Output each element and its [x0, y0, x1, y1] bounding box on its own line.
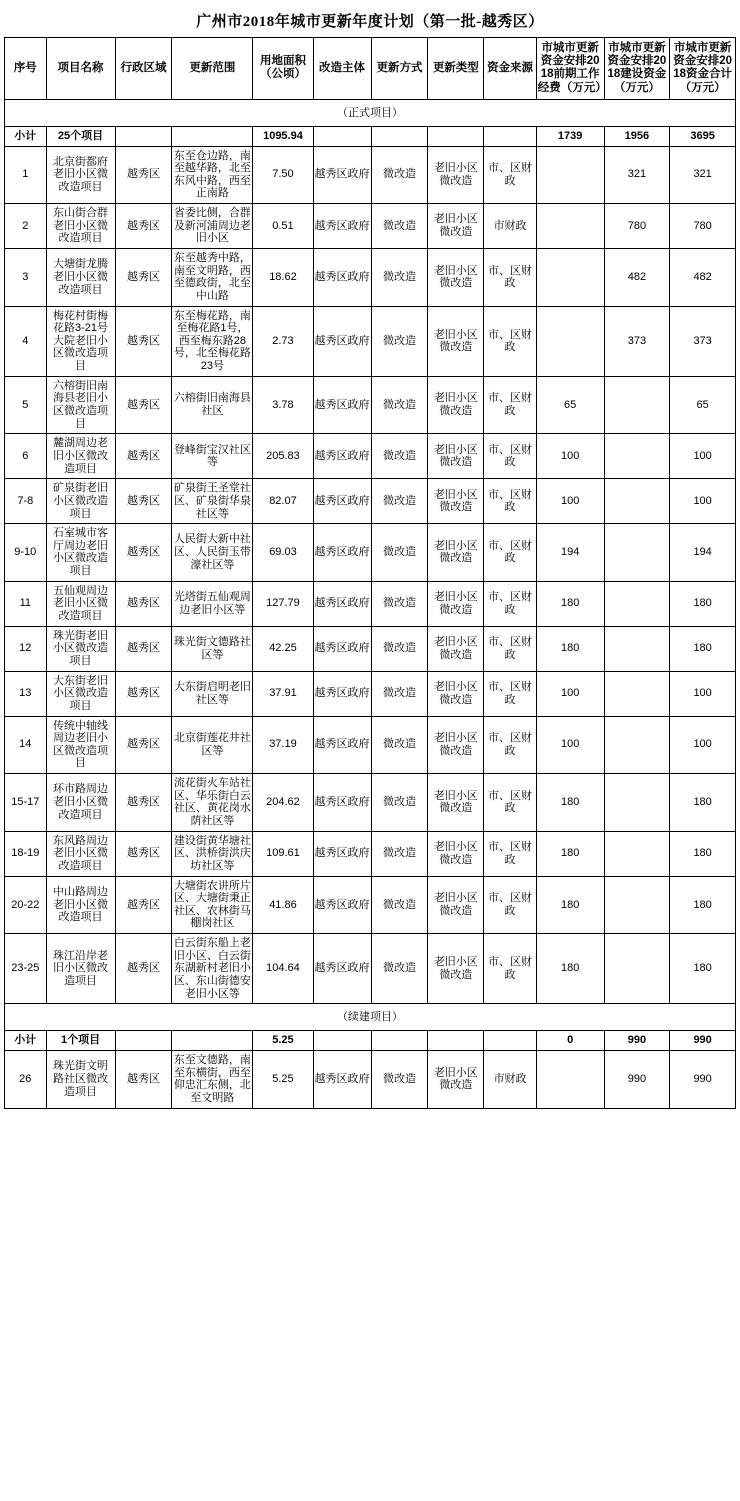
cell-index: 2 — [5, 204, 47, 249]
cell-land-area: 5.25 — [253, 1050, 313, 1108]
cell-total-funds: 990 — [670, 1050, 736, 1108]
cell-scope: 登峰街宝汉社区等 — [172, 434, 253, 479]
table-row — [5, 876, 736, 934]
cell-index: 6 — [5, 434, 47, 479]
subtotal-subject — [313, 1031, 371, 1051]
cell-subject: 越秀区政府 — [313, 249, 371, 307]
table-header-row — [5, 38, 736, 100]
cell-preliminary-funds — [536, 1050, 604, 1108]
table-row — [5, 716, 736, 774]
table-row — [5, 249, 736, 307]
cell-funding-source: 市、区财政 — [484, 479, 537, 524]
table-row — [5, 434, 736, 479]
cell-preliminary-funds — [536, 306, 604, 376]
cell-land-area: 7.50 — [253, 146, 313, 204]
cell-index: 9-10 — [5, 524, 47, 582]
cell-method: 微改造 — [371, 876, 428, 934]
cell-index: 12 — [5, 626, 47, 671]
cell-district: 越秀区 — [115, 1050, 172, 1108]
cell-index: 4 — [5, 306, 47, 376]
cell-land-area: 0.51 — [253, 204, 313, 249]
cell-preliminary-funds: 180 — [536, 934, 604, 1004]
cell-construction-funds — [604, 671, 670, 716]
cell-scope: 东至仓边路，南至越华路，北至东风中路，西至正南路 — [172, 146, 253, 204]
cell-total-funds: 100 — [670, 716, 736, 774]
cell-construction-funds — [604, 376, 670, 434]
cell-project-name: 传统中轴线周边老旧小区微改造项目 — [46, 716, 115, 774]
subtotal-scope — [172, 126, 253, 146]
cell-funding-source: 市、区财政 — [484, 774, 537, 832]
subtotal-project-name: 1个项目 — [46, 1031, 115, 1051]
column-header-construction-funds: 市城市更新资金安排2018建设资金（万元） — [604, 38, 670, 100]
cell-district: 越秀区 — [115, 249, 172, 307]
cell-project-name: 石室城市客厅周边老旧小区微改造项目 — [46, 524, 115, 582]
cell-subject: 越秀区政府 — [313, 524, 371, 582]
cell-type: 老旧小区微改造 — [428, 831, 484, 876]
cell-district: 越秀区 — [115, 716, 172, 774]
section-heading-row — [5, 1004, 736, 1031]
cell-subject: 越秀区政府 — [313, 626, 371, 671]
cell-index: 20-22 — [5, 876, 47, 934]
cell-index: 1 — [5, 146, 47, 204]
cell-land-area: 18.62 — [253, 249, 313, 307]
cell-index: 13 — [5, 671, 47, 716]
column-header-district: 行政区域 — [115, 38, 172, 100]
cell-type: 老旧小区微改造 — [428, 716, 484, 774]
cell-total-funds: 100 — [670, 479, 736, 524]
subtotal-project-name: 25个项目 — [46, 126, 115, 146]
cell-preliminary-funds: 65 — [536, 376, 604, 434]
cell-construction-funds: 482 — [604, 249, 670, 307]
cell-district: 越秀区 — [115, 774, 172, 832]
cell-land-area: 69.03 — [253, 524, 313, 582]
cell-index: 26 — [5, 1050, 47, 1108]
cell-district: 越秀区 — [115, 376, 172, 434]
cell-project-name: 珠光街文明路社区微改造项目 — [46, 1050, 115, 1108]
subtotal-method — [371, 1031, 428, 1051]
column-header-scope: 更新范围 — [172, 38, 253, 100]
cell-type: 老旧小区微改造 — [428, 146, 484, 204]
column-header-total-funds: 市城市更新资金安排2018资金合计（万元） — [670, 38, 736, 100]
cell-scope: 东至梅花路，南至梅花路1号，西至梅东路28号，北至梅花路23号 — [172, 306, 253, 376]
cell-subject: 越秀区政府 — [313, 934, 371, 1004]
cell-scope: 大塘街农讲所片区、大塘街秉正社区、农林街马棚岗社区 — [172, 876, 253, 934]
cell-preliminary-funds: 180 — [536, 831, 604, 876]
cell-index: 18-19 — [5, 831, 47, 876]
cell-project-name: 珠江沿岸老旧小区微改造项目 — [46, 934, 115, 1004]
cell-funding-source: 市、区财政 — [484, 146, 537, 204]
cell-total-funds: 780 — [670, 204, 736, 249]
cell-total-funds: 180 — [670, 876, 736, 934]
subtotal-preliminary-funds: 0 — [536, 1031, 604, 1051]
table-body — [5, 99, 736, 1108]
section-heading: （正式项目） — [5, 99, 736, 126]
cell-index: 11 — [5, 581, 47, 626]
cell-total-funds: 180 — [670, 831, 736, 876]
subtotal-row — [5, 1031, 736, 1051]
cell-preliminary-funds — [536, 146, 604, 204]
table-row — [5, 581, 736, 626]
cell-type: 老旧小区微改造 — [428, 581, 484, 626]
table-row — [5, 146, 736, 204]
cell-land-area: 204.62 — [253, 774, 313, 832]
subtotal-preliminary-funds: 1739 — [536, 126, 604, 146]
cell-funding-source: 市、区财政 — [484, 671, 537, 716]
cell-project-name: 五仙观周边老旧小区微改造项目 — [46, 581, 115, 626]
cell-scope: 省委比侧，合群及新河浦周边老旧小区 — [172, 204, 253, 249]
cell-method: 微改造 — [371, 626, 428, 671]
column-header-preliminary-funds: 市城市更新资金安排2018前期工作经费（万元） — [536, 38, 604, 100]
subtotal-method — [371, 126, 428, 146]
column-header-type: 更新类型 — [428, 38, 484, 100]
table-row — [5, 204, 736, 249]
subtotal-label: 小计 — [5, 126, 47, 146]
subtotal-type — [428, 126, 484, 146]
cell-scope: 白云街东船上老旧小区、白云街东湖新村老旧小区、东山街德安老旧小区等 — [172, 934, 253, 1004]
cell-total-funds: 180 — [670, 774, 736, 832]
cell-method: 微改造 — [371, 581, 428, 626]
column-header-land-area: 用地面积（公顷） — [253, 38, 313, 100]
subtotal-row — [5, 126, 736, 146]
cell-total-funds: 194 — [670, 524, 736, 582]
cell-project-name: 东风路周边老旧小区微改造项目 — [46, 831, 115, 876]
cell-preliminary-funds: 180 — [536, 774, 604, 832]
table-row — [5, 626, 736, 671]
cell-total-funds: 65 — [670, 376, 736, 434]
cell-district: 越秀区 — [115, 306, 172, 376]
cell-construction-funds — [604, 716, 670, 774]
cell-type: 老旧小区微改造 — [428, 204, 484, 249]
cell-preliminary-funds: 100 — [536, 671, 604, 716]
section-heading-row — [5, 99, 736, 126]
cell-construction-funds — [604, 934, 670, 1004]
table-row — [5, 934, 736, 1004]
cell-project-name: 中山路周边老旧小区微改造项目 — [46, 876, 115, 934]
cell-method: 微改造 — [371, 716, 428, 774]
subtotal-label: 小计 — [5, 1031, 47, 1051]
cell-project-name: 矿泉街老旧小区微改造项目 — [46, 479, 115, 524]
table-row — [5, 1050, 736, 1108]
cell-type: 老旧小区微改造 — [428, 249, 484, 307]
subtotal-total-funds: 3695 — [670, 126, 736, 146]
cell-total-funds: 373 — [670, 306, 736, 376]
cell-type: 老旧小区微改造 — [428, 934, 484, 1004]
cell-district: 越秀区 — [115, 204, 172, 249]
cell-method: 微改造 — [371, 479, 428, 524]
cell-land-area: 42.25 — [253, 626, 313, 671]
cell-funding-source: 市、区财政 — [484, 249, 537, 307]
cell-type: 老旧小区微改造 — [428, 479, 484, 524]
cell-land-area: 109.61 — [253, 831, 313, 876]
cell-funding-source: 市、区财政 — [484, 581, 537, 626]
cell-method: 微改造 — [371, 671, 428, 716]
cell-index: 7-8 — [5, 479, 47, 524]
cell-preliminary-funds — [536, 204, 604, 249]
cell-type: 老旧小区微改造 — [428, 306, 484, 376]
cell-subject: 越秀区政府 — [313, 479, 371, 524]
cell-construction-funds: 321 — [604, 146, 670, 204]
subtotal-scope — [172, 1031, 253, 1051]
cell-type: 老旧小区微改造 — [428, 876, 484, 934]
cell-construction-funds — [604, 876, 670, 934]
page-title: 广州市2018年城市更新年度计划（第一批-越秀区） — [196, 14, 544, 30]
cell-project-name: 东山街合群老旧小区微改造项目 — [46, 204, 115, 249]
cell-subject: 越秀区政府 — [313, 716, 371, 774]
cell-land-area: 37.91 — [253, 671, 313, 716]
cell-scope: 北京街莲花井社区等 — [172, 716, 253, 774]
cell-total-funds: 482 — [670, 249, 736, 307]
cell-scope: 光塔街五仙观周边老旧小区等 — [172, 581, 253, 626]
cell-construction-funds — [604, 479, 670, 524]
cell-project-name: 麓湖周边老旧小区微改造项目 — [46, 434, 115, 479]
cell-preliminary-funds — [536, 249, 604, 307]
cell-land-area: 37.19 — [253, 716, 313, 774]
cell-construction-funds: 373 — [604, 306, 670, 376]
cell-land-area: 41.86 — [253, 876, 313, 934]
cell-subject: 越秀区政府 — [313, 831, 371, 876]
table-row — [5, 831, 736, 876]
cell-funding-source: 市、区财政 — [484, 831, 537, 876]
column-header-subject: 改造主体 — [313, 38, 371, 100]
cell-district: 越秀区 — [115, 876, 172, 934]
cell-type: 老旧小区微改造 — [428, 1050, 484, 1108]
cell-district: 越秀区 — [115, 671, 172, 716]
cell-index: 23-25 — [5, 934, 47, 1004]
subtotal-construction-funds: 990 — [604, 1031, 670, 1051]
cell-scope: 流花街火车站社区、华乐街白云社区、黄花岗水荫社区等 — [172, 774, 253, 832]
cell-method: 微改造 — [371, 146, 428, 204]
cell-subject: 越秀区政府 — [313, 671, 371, 716]
cell-construction-funds — [604, 581, 670, 626]
cell-preliminary-funds: 100 — [536, 434, 604, 479]
cell-construction-funds — [604, 774, 670, 832]
cell-subject: 越秀区政府 — [313, 376, 371, 434]
cell-subject: 越秀区政府 — [313, 581, 371, 626]
cell-type: 老旧小区微改造 — [428, 774, 484, 832]
cell-total-funds: 100 — [670, 671, 736, 716]
cell-project-name: 大塘街龙腾老旧小区微改造项目 — [46, 249, 115, 307]
cell-index: 5 — [5, 376, 47, 434]
column-header-index: 序号 — [5, 38, 47, 100]
subtotal-land-area: 5.25 — [253, 1031, 313, 1051]
cell-funding-source: 市、区财政 — [484, 524, 537, 582]
cell-project-name: 梅花村街梅花路3-21号大院老旧小区微改造项目 — [46, 306, 115, 376]
cell-type: 老旧小区微改造 — [428, 671, 484, 716]
cell-preliminary-funds: 180 — [536, 626, 604, 671]
table-row — [5, 479, 736, 524]
cell-project-name: 六榕街旧南海县老旧小区微改造项目 — [46, 376, 115, 434]
cell-construction-funds — [604, 831, 670, 876]
subtotal-land-area: 1095.94 — [253, 126, 313, 146]
cell-index: 14 — [5, 716, 47, 774]
cell-method: 微改造 — [371, 831, 428, 876]
cell-funding-source: 市财政 — [484, 204, 537, 249]
column-header-method: 更新方式 — [371, 38, 428, 100]
cell-scope: 东至文德路，南至东横街，西至仰忠汇东侧，北至文明路 — [172, 1050, 253, 1108]
cell-method: 微改造 — [371, 434, 428, 479]
cell-scope: 人民街大新中社区、人民街玉带濠社区等 — [172, 524, 253, 582]
cell-scope: 建设街黄华塘社区、洪桥街洪庆坊社区等 — [172, 831, 253, 876]
cell-construction-funds: 780 — [604, 204, 670, 249]
cell-subject: 越秀区政府 — [313, 306, 371, 376]
cell-method: 微改造 — [371, 204, 428, 249]
cell-method: 微改造 — [371, 934, 428, 1004]
cell-subject: 越秀区政府 — [313, 146, 371, 204]
cell-district: 越秀区 — [115, 434, 172, 479]
cell-subject: 越秀区政府 — [313, 204, 371, 249]
cell-total-funds: 180 — [670, 934, 736, 1004]
cell-type: 老旧小区微改造 — [428, 434, 484, 479]
cell-type: 老旧小区微改造 — [428, 376, 484, 434]
cell-preliminary-funds: 100 — [536, 716, 604, 774]
cell-preliminary-funds: 100 — [536, 479, 604, 524]
subtotal-construction-funds: 1956 — [604, 126, 670, 146]
cell-total-funds: 180 — [670, 626, 736, 671]
subtotal-type — [428, 1031, 484, 1051]
subtotal-district — [115, 126, 172, 146]
table-row — [5, 671, 736, 716]
subtotal-funding-source — [484, 126, 537, 146]
cell-district: 越秀区 — [115, 524, 172, 582]
cell-construction-funds — [604, 434, 670, 479]
cell-land-area: 127.79 — [253, 581, 313, 626]
cell-type: 老旧小区微改造 — [428, 524, 484, 582]
cell-district: 越秀区 — [115, 934, 172, 1004]
cell-funding-source: 市、区财政 — [484, 434, 537, 479]
cell-scope: 东至越秀中路，南至文明路，西至德政街，北至中山路 — [172, 249, 253, 307]
cell-funding-source: 市财政 — [484, 1050, 537, 1108]
cell-preliminary-funds: 194 — [536, 524, 604, 582]
cell-funding-source: 市、区财政 — [484, 306, 537, 376]
subtotal-subject — [313, 126, 371, 146]
cell-scope: 矿泉街王圣堂社区、矿泉街华泉社区等 — [172, 479, 253, 524]
cell-scope: 大东街启明老旧社区等 — [172, 671, 253, 716]
cell-funding-source: 市、区财政 — [484, 716, 537, 774]
cell-district: 越秀区 — [115, 626, 172, 671]
cell-construction-funds — [604, 626, 670, 671]
cell-method: 微改造 — [371, 524, 428, 582]
cell-district: 越秀区 — [115, 581, 172, 626]
cell-project-name: 珠光街老旧小区微改造项目 — [46, 626, 115, 671]
cell-land-area: 2.73 — [253, 306, 313, 376]
cell-funding-source: 市、区财政 — [484, 876, 537, 934]
cell-preliminary-funds: 180 — [536, 581, 604, 626]
cell-method: 微改造 — [371, 306, 428, 376]
cell-method: 微改造 — [371, 376, 428, 434]
cell-method: 微改造 — [371, 774, 428, 832]
table-row — [5, 774, 736, 832]
cell-subject: 越秀区政府 — [313, 774, 371, 832]
urban-renewal-plan-table — [4, 37, 736, 1109]
column-header-funding-source: 资金来源 — [484, 38, 537, 100]
cell-construction-funds: 990 — [604, 1050, 670, 1108]
table-row — [5, 306, 736, 376]
cell-total-funds: 100 — [670, 434, 736, 479]
cell-funding-source: 市、区财政 — [484, 934, 537, 1004]
cell-land-area: 3.78 — [253, 376, 313, 434]
cell-method: 微改造 — [371, 1050, 428, 1108]
cell-total-funds: 180 — [670, 581, 736, 626]
cell-district: 越秀区 — [115, 479, 172, 524]
cell-district: 越秀区 — [115, 146, 172, 204]
cell-subject: 越秀区政府 — [313, 1050, 371, 1108]
cell-construction-funds — [604, 524, 670, 582]
table-row — [5, 376, 736, 434]
cell-project-name: 大东街老旧小区微改造项目 — [46, 671, 115, 716]
cell-method: 微改造 — [371, 249, 428, 307]
table-row — [5, 524, 736, 582]
cell-project-name: 环市路周边老旧小区微改造项目 — [46, 774, 115, 832]
subtotal-funding-source — [484, 1031, 537, 1051]
cell-land-area: 205.83 — [253, 434, 313, 479]
cell-scope: 六榕街旧南海县社区 — [172, 376, 253, 434]
cell-funding-source: 市、区财政 — [484, 626, 537, 671]
cell-total-funds: 321 — [670, 146, 736, 204]
subtotal-total-funds: 990 — [670, 1031, 736, 1051]
subtotal-district — [115, 1031, 172, 1051]
cell-index: 3 — [5, 249, 47, 307]
cell-scope: 珠光街文德路社区等 — [172, 626, 253, 671]
column-header-project-name: 项目名称 — [46, 38, 115, 100]
cell-land-area: 104.64 — [253, 934, 313, 1004]
cell-type: 老旧小区微改造 — [428, 626, 484, 671]
cell-project-name: 北京街都府老旧小区微改造项目 — [46, 146, 115, 204]
section-heading: （续建项目） — [5, 1004, 736, 1031]
cell-preliminary-funds: 180 — [536, 876, 604, 934]
cell-subject: 越秀区政府 — [313, 876, 371, 934]
cell-district: 越秀区 — [115, 831, 172, 876]
cell-funding-source: 市、区财政 — [484, 376, 537, 434]
cell-index: 15-17 — [5, 774, 47, 832]
cell-subject: 越秀区政府 — [313, 434, 371, 479]
cell-land-area: 82.07 — [253, 479, 313, 524]
